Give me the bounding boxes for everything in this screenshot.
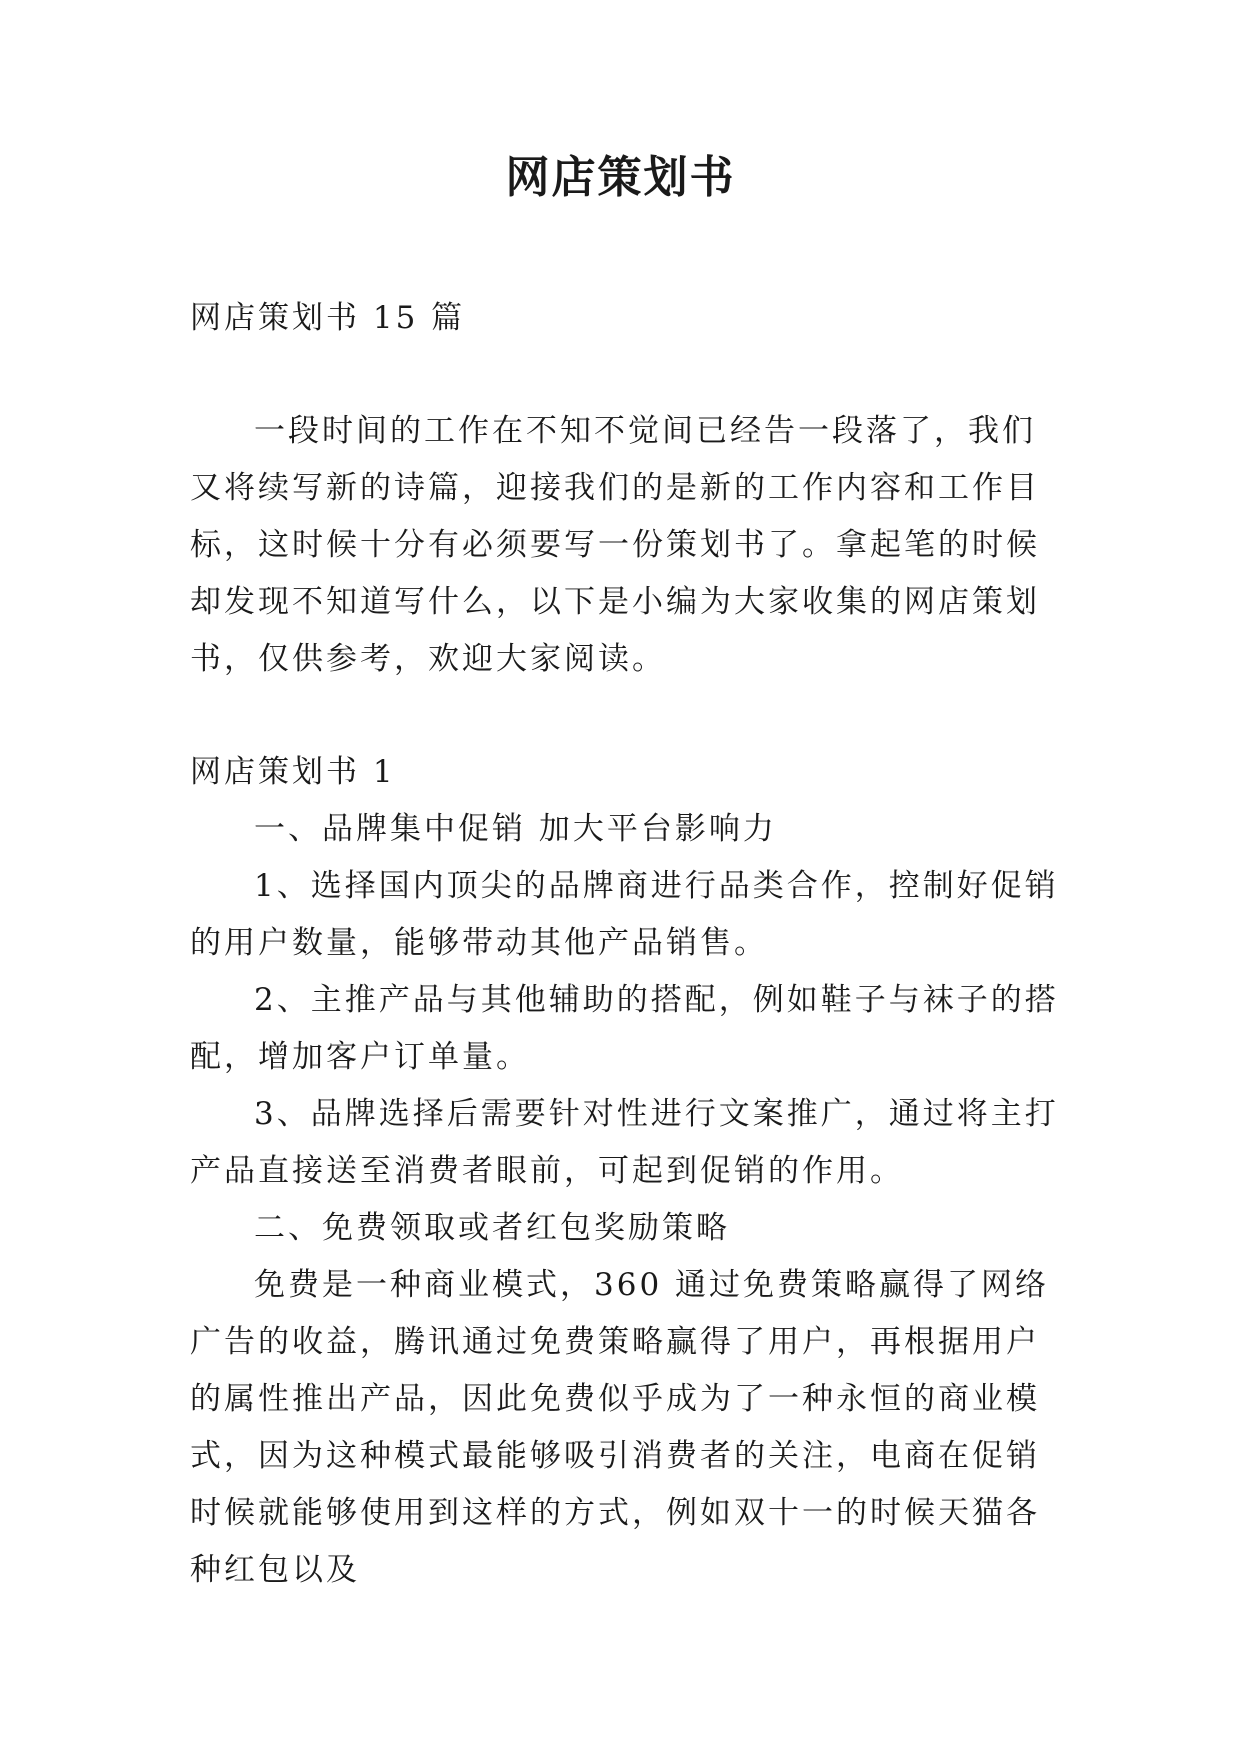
document-subtitle: 网店策划书 15 篇 [190,300,466,336]
paragraph: 3、品牌选择后需要针对性进行文案推广，通过将主打产品直接送至消费者眼前，可起到促销的作用。 [190,1096,1059,1189]
paragraph: 1、选择国内顶尖的品牌商进行品类合作，控制好促销的用户数量，能够带动其他产品销售。 [190,868,1059,961]
intro-paragraph: 一段时间的工作在不知不觉间已经告一段落了，我们又将续写新的诗篇，迎接我们的是新的工作内容和工作目标，这时候十分有必须要写一份策划书了。拿起笔的时候却发现不知道写什么，以下是小编为大家收集的网店策划书，仅供参考，欢迎大家阅读。 [190,413,1040,677]
section-heading: 网店策划书 1 [190,754,396,790]
paragraph: 一、品牌集中促销 加大平台影响力 [254,811,777,847]
paragraph: 免费是一种商业模式，360 通过免费策略赢得了网络广告的收益，腾讯通过免费策略赢得了用户，再根据用户的属性推出产品，因此免费似乎成为了一种永恒的商业模式，因为这种模式最能够吸引消费者的关注，电商在促销时候就能够使用到这样的方式，例如双十一的时候天猫各种红包以及 [190,1267,1050,1588]
paragraph: 二、免费领取或者红包奖励策略 [254,1210,730,1246]
paragraph: 2、主推产品与其他辅助的搭配，例如鞋子与袜子的搭配，增加客户订单量。 [190,982,1059,1075]
document-title: 网店策划书 [505,152,736,203]
document-body [190,290,1060,1599]
